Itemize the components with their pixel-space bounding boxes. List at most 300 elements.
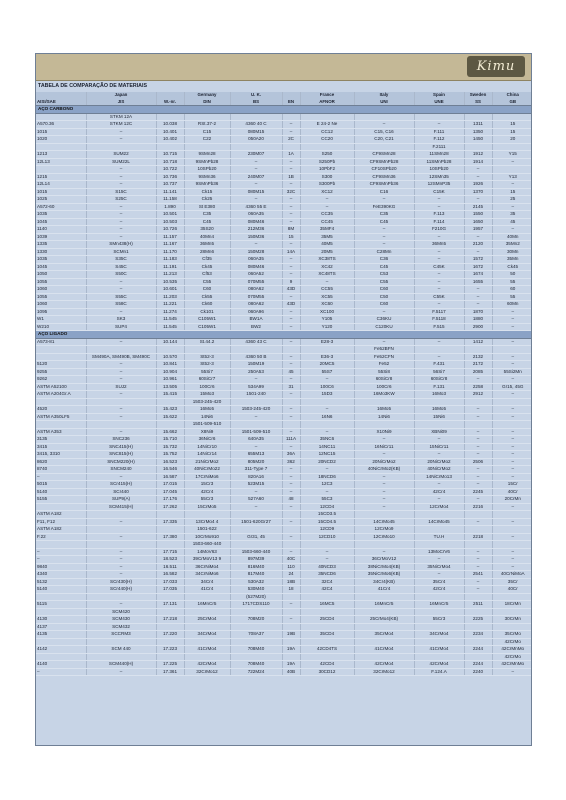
table-cell: [282, 346, 300, 354]
table-row: [36, 406, 532, 414]
table-cell: C28Mn: [354, 248, 414, 256]
table-cell: –: [282, 293, 300, 301]
table-cell: [36, 503, 86, 511]
table-cell: –: [300, 196, 354, 204]
table-cell: 10.961: [156, 376, 184, 384]
table-cell: 4360 55 E: [230, 203, 282, 211]
table-cell: 10.503: [156, 218, 184, 226]
table-cell: [184, 346, 230, 354]
table-cell: 4135: [36, 631, 86, 639]
table-cell: –: [282, 211, 300, 219]
table-row: [36, 586, 532, 594]
table-cell: –: [86, 533, 156, 541]
table-cell: 12C3: [300, 481, 354, 489]
table-cell: –: [86, 571, 156, 579]
table-cell: Spain: [414, 92, 464, 99]
table-cell: [354, 608, 414, 616]
table-cell: 42CD4: [300, 661, 354, 669]
table-cell: –: [414, 301, 464, 309]
table-cell: SCr415(H): [86, 481, 156, 489]
table-cell: 1035: [36, 256, 86, 264]
table-cell: CC20: [300, 136, 354, 144]
table-cell: –: [86, 218, 156, 226]
table-cell: –: [86, 428, 156, 436]
table-row: [36, 466, 532, 474]
table-cell: 35MF4: [300, 226, 354, 234]
table-cell: 3415: [36, 443, 86, 451]
table-cell: [464, 541, 492, 549]
table-cell: C55: [184, 278, 230, 286]
table-cell: 42Cr4: [184, 488, 230, 496]
table-row: [36, 293, 532, 301]
table-cell: 11.141: [156, 188, 184, 196]
table-cell: 2225: [464, 616, 492, 624]
table-cell: CC12: [300, 128, 354, 136]
table-cell: –: [464, 586, 492, 594]
table-cell: –: [414, 571, 464, 579]
table-cell: 070M55: [230, 278, 282, 286]
table-cell: –: [282, 601, 300, 609]
table-cell: BW1A: [230, 316, 282, 324]
table-cell: 10.501: [156, 211, 184, 219]
table-cell: C60: [354, 301, 414, 309]
table-cell: 13.505: [156, 383, 184, 391]
table-cell: ASTM A52100: [36, 383, 86, 391]
table-cell: 42CrMo4: [414, 661, 464, 669]
table-cell: 1035: [36, 211, 86, 219]
table-cell: STKM 12C: [86, 121, 156, 129]
table-cell: 25CD4: [300, 616, 354, 624]
table-cell: 1501-509-510: [230, 428, 282, 436]
table-cell: 60SiCr7: [184, 376, 230, 384]
table-cell: 060A96: [230, 308, 282, 316]
table-cell: –: [300, 376, 354, 384]
table-cell: 11.183: [156, 256, 184, 264]
table-cell: 16MnCr5: [184, 601, 230, 609]
table-cell: 1503-660-440: [184, 541, 230, 549]
table-cell: –: [282, 308, 300, 316]
table-cell: –: [282, 166, 300, 174]
table-title: TABELA DE COMPARAÇÃO DE MATERIAIS: [38, 83, 147, 89]
table-cell: 15CD4.5: [300, 518, 354, 526]
table-cell: [282, 653, 300, 661]
table-cell: [354, 421, 414, 429]
table-cell: Sweden: [464, 92, 492, 99]
table-cell: –: [464, 451, 492, 459]
table-cell: [36, 638, 86, 646]
table-cell: [36, 346, 86, 354]
table-cell: 32C4: [300, 578, 354, 586]
table-cell: –: [414, 196, 464, 204]
table-cell: –: [492, 451, 532, 459]
table-cell: –: [282, 391, 300, 399]
table-cell: 1045: [36, 263, 86, 271]
table-cell: 1335: [36, 241, 86, 249]
table-cell: –: [354, 481, 414, 489]
table-cell: –: [230, 503, 282, 511]
table-cell: 34CrNiMo6: [184, 571, 230, 579]
table-row: [36, 638, 532, 646]
table-cell: SCM440(H): [86, 661, 156, 669]
table-cell: [300, 541, 354, 549]
table-cell: C36KU: [354, 316, 414, 324]
table-cell: [36, 143, 86, 151]
table-cell: [354, 638, 414, 646]
table-cell: –: [282, 158, 300, 166]
table-cell: 1060: [36, 286, 86, 294]
table-cell: 19A: [282, 661, 300, 669]
table-cell: 20NCD2: [300, 458, 354, 466]
table-row: [36, 173, 532, 181]
table-cell: Ck15: [184, 188, 230, 196]
table-cell: [300, 623, 354, 631]
table-cell: [414, 398, 464, 406]
table-cell: 11SMnPb28: [414, 158, 464, 166]
table-cell: 1550: [464, 211, 492, 219]
table-row: [36, 353, 532, 361]
table-cell: XC55: [300, 293, 354, 301]
table-cell: –: [282, 338, 300, 346]
table-cell: –: [86, 406, 156, 414]
table-cell: 060A35: [230, 211, 282, 219]
table-cell: –: [282, 256, 300, 264]
table-cell: [464, 143, 492, 151]
table-cell: [230, 608, 282, 616]
table-cell: Ck55: [184, 293, 230, 301]
table-cell: 10.718: [156, 158, 184, 166]
table-cell: 2506: [464, 458, 492, 466]
table-cell: –: [464, 548, 492, 556]
table-cell: –: [414, 496, 464, 504]
table-cell: [354, 623, 414, 631]
table-cell: –: [282, 196, 300, 204]
table-cell: C36: [354, 256, 414, 264]
table-cell: [86, 638, 156, 646]
table-cell: 40Mn: [492, 233, 532, 241]
table-cell: [184, 623, 230, 631]
table-cell: 39CrMoV13 9: [184, 556, 230, 564]
table-cell: [156, 526, 184, 534]
table-cell: 1311: [464, 121, 492, 129]
table-cell: [282, 623, 300, 631]
table-row: [36, 443, 532, 451]
table-cell: [300, 593, 354, 601]
table-cell: 35S20: [184, 226, 230, 234]
table-cell: XC100: [300, 308, 354, 316]
table-cell: 55Si8: [354, 368, 414, 376]
table-cell: 20NiCrMo2: [354, 458, 414, 466]
table-row: [36, 143, 532, 151]
table-cell: 55: [492, 278, 532, 286]
table-cell: –: [86, 338, 156, 346]
table-cell: [300, 638, 354, 646]
table-cell: –: [282, 263, 300, 271]
header-banner: [36, 54, 531, 81]
table-cell: 5015: [36, 481, 86, 489]
table-cell: 2912: [464, 391, 492, 399]
table-cell: [282, 511, 300, 519]
table-cell: St.44.2: [184, 338, 230, 346]
table-row: [36, 593, 532, 601]
table-cell: 14NiCr10: [184, 443, 230, 451]
table-cell: 8M: [282, 226, 300, 234]
table-row: [36, 616, 532, 624]
table-cell: S300Pb: [300, 181, 354, 189]
table-cell: –: [86, 376, 156, 384]
table-cell: 16MnCr5: [414, 601, 464, 609]
table-cell: –: [230, 376, 282, 384]
table-cell: –: [300, 466, 354, 474]
table-cell: 16.511: [156, 563, 184, 571]
table-cell: –: [282, 406, 300, 414]
table-cell: 32CrMo12: [354, 668, 414, 676]
table-cell: 16MnCr5: [354, 601, 414, 609]
table-cell: 080M15: [230, 128, 282, 136]
table-cell: 41Cr4: [354, 586, 414, 594]
table-cell: 15Cr3: [184, 481, 230, 489]
table-cell: 9840: [36, 563, 86, 571]
table-cell: –: [492, 226, 532, 234]
table-cell: 42CrMo4: [184, 661, 230, 669]
table-cell: [156, 346, 184, 354]
table-cell: –: [354, 308, 414, 316]
table-cell: 17.176: [156, 496, 184, 504]
table-cell: Ck45: [492, 263, 532, 271]
table-cell: 17.131: [156, 601, 184, 609]
table-cell: –: [282, 271, 300, 279]
table-cell: 1412: [464, 338, 492, 346]
table-cell: 708M20: [230, 616, 282, 624]
table-cell: 15D3: [300, 391, 354, 399]
table-cell: 1025: [36, 196, 86, 204]
table-cell: AFNOR: [300, 99, 354, 106]
table-cell: 15.622: [156, 413, 184, 421]
table-cell: 35NC6: [300, 436, 354, 444]
table-cell: 15CD3.5: [300, 511, 354, 519]
table-cell: –: [464, 578, 492, 586]
table-cell: C45: [354, 263, 414, 271]
table-row: [36, 361, 532, 369]
table-cell: 060A52: [230, 271, 282, 279]
table-cell: SCMn1: [86, 248, 156, 256]
table-cell: Germany: [184, 92, 230, 99]
table-cell: 19B: [282, 631, 300, 639]
table-cell: 15.710: [156, 436, 184, 444]
table-cell: [230, 421, 282, 429]
table-cell: 100C6: [300, 383, 354, 391]
table-cell: Fe52CFN: [354, 353, 414, 361]
table-cell: 9262: [36, 376, 86, 384]
table-cell: 15: [282, 233, 300, 241]
table-cell: 16.587: [156, 473, 184, 481]
table-cell: [36, 653, 86, 661]
table-cell: 100Cr6: [354, 383, 414, 391]
table-cell: 4360 40 C: [230, 121, 282, 129]
table-cell: 15NiCr11: [414, 443, 464, 451]
table-row: [36, 196, 532, 204]
table-cell: –: [492, 181, 532, 189]
table-cell: 9SMn28: [184, 151, 230, 159]
table-cell: –: [414, 233, 464, 241]
table-cell: 13CrMo4 4: [184, 518, 230, 526]
table-cell: 1039: [36, 233, 86, 241]
table-cell: [464, 113, 492, 121]
table-cell: 080M46: [230, 263, 282, 271]
table-cell: –: [414, 556, 464, 564]
table-cell: 708A37: [230, 631, 282, 639]
table-cell: –: [354, 233, 414, 241]
table-cell: [414, 623, 464, 631]
table-cell: [156, 638, 184, 646]
table-cell: –: [354, 338, 414, 346]
table-cell: [492, 113, 532, 121]
table-cell: 1503-660-440: [230, 548, 282, 556]
table-cell: –: [282, 473, 300, 481]
table-row: [36, 631, 532, 639]
table-cell: –: [300, 203, 354, 211]
table-cell: SUP9(A): [86, 496, 156, 504]
table-cell: –: [230, 181, 282, 189]
table-cell: –: [414, 256, 464, 264]
table-cell: CF9SMn28: [354, 151, 414, 159]
table-cell: –: [464, 428, 492, 436]
table-cell: St E380: [184, 203, 230, 211]
table-cell: 12SMn35: [414, 173, 464, 181]
table-cell: 1650: [464, 218, 492, 226]
table-cell: JIS: [86, 99, 156, 106]
table-cell: SCM432: [86, 623, 156, 631]
table-cell: 15: [492, 188, 532, 196]
table-cell: 16Mo3KW: [354, 391, 414, 399]
table-cell: –: [230, 443, 282, 451]
table-cell: SCr440: [86, 488, 156, 496]
table-cell: –: [492, 391, 532, 399]
table-row: [36, 511, 532, 519]
table-cell: 5140: [36, 488, 86, 496]
table-cell: –: [464, 301, 492, 309]
table-cell: 20CrMn: [492, 496, 532, 504]
table-cell: TU.H: [414, 533, 464, 541]
table-cell: –: [86, 518, 156, 526]
table-cell: Y15: [492, 151, 532, 159]
table-row: [36, 496, 532, 504]
table-cell: 10.601: [156, 286, 184, 294]
table-cell: 4130: [36, 616, 86, 624]
table-cell: 708M40: [230, 661, 282, 669]
table-cell: 15: [492, 121, 532, 129]
table-cell: 817M40: [230, 571, 282, 579]
table-cell: 12L13: [36, 158, 86, 166]
table-cell: –: [464, 413, 492, 421]
table-cell: 35CD4: [300, 631, 354, 639]
table-cell: [354, 398, 414, 406]
table-cell: F.114: [414, 218, 464, 226]
table-cell: 41CrMo4: [414, 646, 464, 654]
table-cell: 3135: [36, 436, 86, 444]
table-cell: 311-Type 7: [230, 466, 282, 474]
table-cell: 45: [282, 368, 300, 376]
table-cell: F.111: [414, 128, 464, 136]
table-cell: [414, 653, 464, 661]
table-cell: –: [230, 488, 282, 496]
table-cell: –: [282, 616, 300, 624]
table-row: [36, 563, 532, 571]
table-cell: –: [86, 136, 156, 144]
table-cell: 17.335: [156, 518, 184, 526]
table-cell: Ck101: [184, 308, 230, 316]
table-cell: SUM22L: [86, 158, 156, 166]
table-cell: –: [492, 203, 532, 211]
table-cell: C60: [184, 286, 230, 294]
table-row: [36, 263, 532, 271]
table-cell: C35: [354, 211, 414, 219]
table-cell: [464, 593, 492, 601]
table-cell: [230, 653, 282, 661]
table-cell: 2541: [464, 571, 492, 579]
table-cell: –: [464, 481, 492, 489]
table-cell: 38NiCrMo4(KB): [354, 563, 414, 571]
table-cell: 10.737: [156, 181, 184, 189]
table-cell: F210G: [414, 226, 464, 234]
table-row: [36, 211, 532, 219]
table-row: [36, 226, 532, 234]
table-cell: –: [492, 443, 532, 451]
table-cell: –: [36, 556, 86, 564]
table-cell: [86, 653, 156, 661]
table-cell: –: [36, 473, 86, 481]
table-cell: 11.213: [156, 271, 184, 279]
table-cell: S250Pb: [300, 158, 354, 166]
table-cell: –: [282, 533, 300, 541]
table-cell: [156, 623, 184, 631]
table-cell: France: [300, 92, 354, 99]
table-cell: [300, 143, 354, 151]
table-cell: [282, 113, 300, 121]
table-cell: –: [492, 533, 532, 541]
table-cell: –: [354, 503, 414, 511]
table-cell: 10.144: [156, 338, 184, 346]
table-cell: UNI: [354, 99, 414, 106]
table-cell: 11.157: [156, 233, 184, 241]
table-cell: Fe52BFN: [354, 346, 414, 354]
table-cell: 21NiCrMo2: [184, 458, 230, 466]
table-cell: [86, 346, 156, 354]
table-cell: 35NCD6: [300, 571, 354, 579]
table-cell: [414, 638, 464, 646]
table-cell: 1213: [36, 151, 86, 159]
table-cell: 60Mn: [492, 301, 532, 309]
table-cell: –: [492, 473, 532, 481]
table-cell: SNC815(H): [86, 451, 156, 459]
table-cell: [464, 346, 492, 354]
table-cell: –: [492, 158, 532, 166]
table-row: [36, 518, 532, 526]
table-cell: –: [464, 466, 492, 474]
table-cell: –: [300, 406, 354, 414]
table-cell: [36, 113, 86, 121]
table-cell: 19A: [282, 646, 300, 654]
table-cell: –: [282, 241, 300, 249]
table-row: [36, 398, 532, 406]
table-cell: 11.170: [156, 248, 184, 256]
table-cell: 1B: [282, 173, 300, 181]
table-cell: 1045: [36, 218, 86, 226]
table-cell: 15Mo3: [184, 391, 230, 399]
table-cell: –: [354, 436, 414, 444]
table-cell: –: [86, 391, 156, 399]
table-cell: –: [464, 556, 492, 564]
table-cell: 15.423: [156, 406, 184, 414]
